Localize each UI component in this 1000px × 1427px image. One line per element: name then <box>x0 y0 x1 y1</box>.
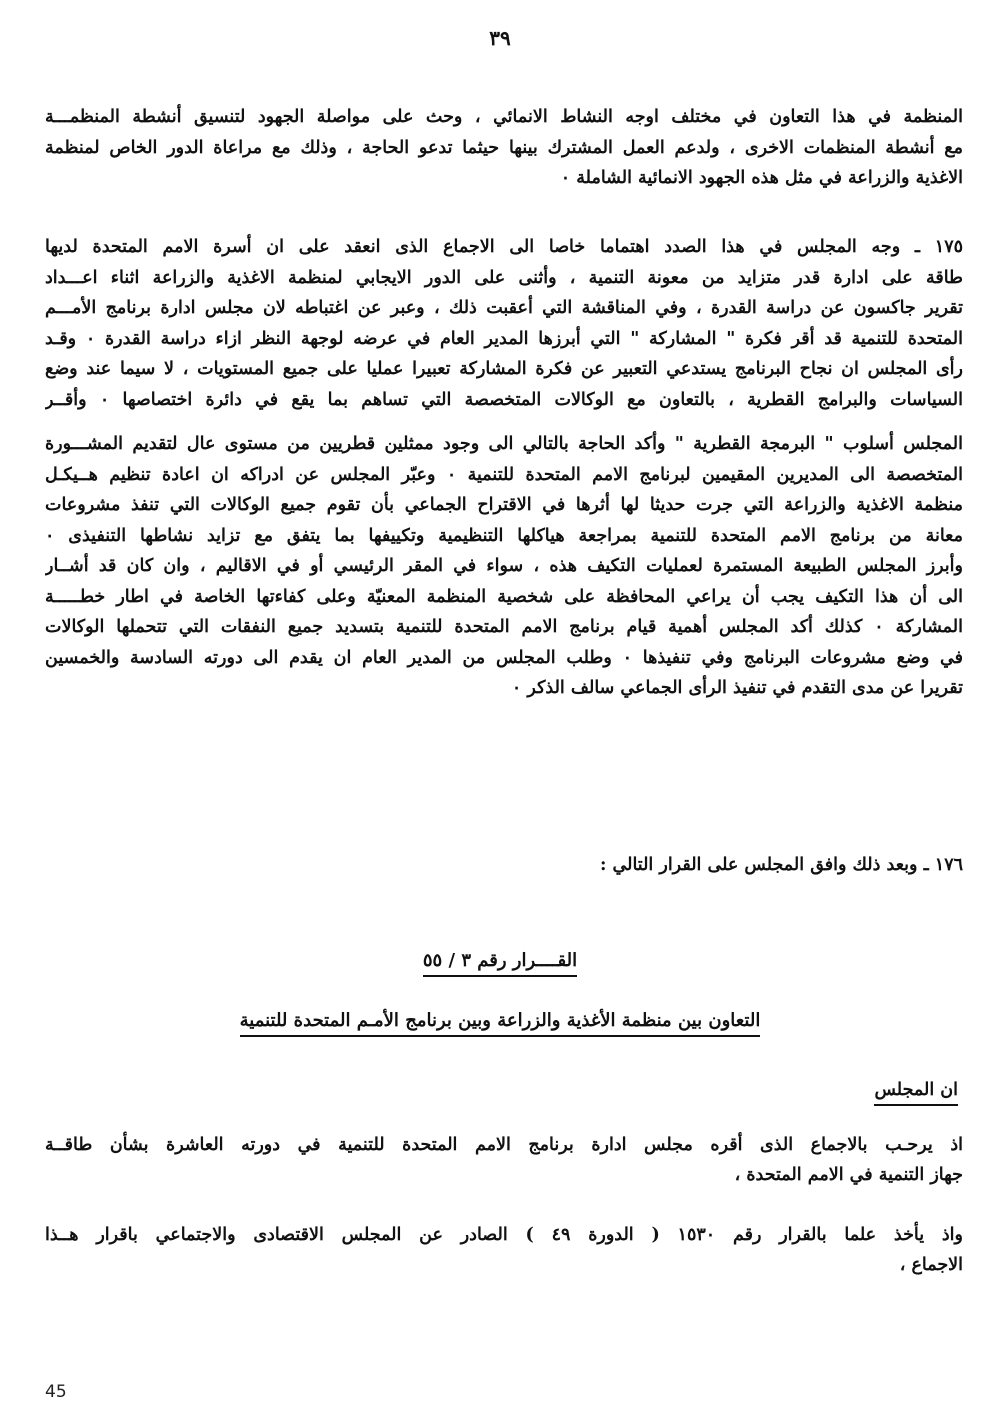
text-line: وأبرز المجلس الطبيعة المستمرة لعمليات التكيف هذه ، سواء في المقر الرئيسي أو في الاقاليم ، وان كان قد أشــار <box>45 556 963 576</box>
text-line: منظمة الاغذية والزراعة التي جرت حديثا لها أثرها في الاقتراح الجماعي بأن تقوم جميع الوكالات التي تنفذ مشروعات <box>45 495 963 515</box>
text-line: المتحدة للتنمية قد أقر فكرة " المشاركة " التي أبرزها المدير العام في عرضه لوجهة النظر ازاء دراسة القدرة ٠ وقـد <box>45 328 963 349</box>
text-line: مع أنشطة المنظمات الاخرى ، ولدعم العمل المشترك بينها حيثما تدعو الحاجة ، وذلك مع مراعاة الدور الخاص لمنظمة <box>45 137 963 158</box>
text-line: واذ يأخذ علما بالقرار رقم ١٥٣٠ ( الدورة ٤٩ ) الصادر عن المجلس الاقتصادى والاجتماعي باقرار هــذا <box>45 1225 963 1245</box>
paragraph-intro <box>45 102 963 194</box>
text-line: اذ يرحـب بالاجماع الذى أقره مجلس ادارة برنامج الامم المتحدة للتنمية في دورته العاشرة بشأن طاقــة <box>45 1135 963 1155</box>
paragraph-176 <box>45 850 963 881</box>
text-line: المجلس أسلوب " البرمجة القطرية " وأكد الحاجة بالتالي الى وجود ممثلين قطريين من مستوى عال لتقديم المشـــورة <box>45 434 963 454</box>
text-line: المتخصصة الى المديرين المقيمين لبرنامج الامم المتحدة للتنمية ٠ وعبّر المجلس عن ادراكه ان اعادة تنظيم هــيكـل <box>45 464 963 485</box>
resolution-title <box>0 950 1000 971</box>
text-line: في وضع مشروعات البرنامج وفي تنفيذها ٠ وطلب المجلس من المدير العام ان يقدم الى دورته السادسة والخمسين <box>45 647 963 668</box>
text-line: ١٧٥ ـ وجه المجلس في هذا الصدد اهتماما خاصا الى الاجماع الذى انعقد على ان أسرة الامم المتحدة لديها <box>45 237 963 257</box>
text-line: طاقة على ادارة قدر متزايد من معونة التنمية ، وأثنى على الدور الايجابي لمنظمة الاغذية والزراعة اثناء اعـــداد <box>45 267 963 288</box>
text-line: المنظمة في هذا التعاون في مختلف اوجه النشاط الانمائي ، وحث على مواصلة الجهود لتنسيق أنشطة المنظمـــة <box>45 107 963 127</box>
text-line: رأى المجلس ان نجاح البرنامج يستدعي التعبير عن فكرة المشاركة تعبيرا عمليا على جميع المستويات ، لا سيما عند وضع <box>45 359 963 379</box>
text-line: ١٧٦ ـ وبعد ذلك وافق المجلس على القرار التالي : <box>600 855 963 875</box>
text-line: تقريرا عن مدى التقدم في تنفيذ الرأى الجماعي سالف الذكر ٠ <box>511 678 963 698</box>
text-line: السياسات والبرامج القطرية ، بالتعاون مع الوكالات المتخصصة التي تساهم بما يقع في دائرة اختصاصها ٠ وأقــر <box>45 389 963 410</box>
text-line: الاجماع ، <box>899 1255 963 1275</box>
paragraph-175 <box>45 232 963 704</box>
text-line: معانة من برنامج الامم المتحدة للتنمية بمراجعة هياكلها التنظيمية وتكييفها بما يتفق مع تزايد نشاطها التنفيذى ٠ <box>45 525 963 546</box>
preamble-clause <box>45 1220 963 1280</box>
text-line: الاغذية والزراعة في مثل هذه الجهود الانمائية الشاملة ٠ <box>560 168 963 188</box>
text-line: جهاز التنمية في الامم المتحدة ، <box>734 1165 963 1185</box>
preamble-label <box>874 1080 958 1100</box>
resolution-subtitle <box>0 1010 1000 1031</box>
text-line: تقرير جاكسون عن دراسة القدرة ، وفي المناقشة التي أعقبت ذلك ، وعبر عن اغتباطه لان مجلس ادارة برنامج الأمـــم <box>45 298 963 318</box>
text-line: الى أن هذا التكيف يجب أن يراعي المحافظة على شخصية المنظمة المعنيّة وعلى كفاءتها الخاصة في اطار خطـــــة <box>45 586 963 607</box>
preamble-label-text: ان المجلس <box>874 1080 958 1106</box>
text-line: المشاركة ٠ كذلك أكد المجلس أهمية قيام برنامج الامم المتحدة للتنمية بتسديد جميع النفقات التي تتحملها الوكالات <box>45 617 963 637</box>
footer-page-number: 45 <box>45 1382 67 1402</box>
resolution-subtitle-text: التعاون بين منظمة الأغذية والزراعة وبين برنامج الأمـم المتحدة للتنمية <box>240 1010 761 1037</box>
preamble-clause <box>45 1130 963 1190</box>
resolution-title-text: القــــرار رقم ٣ / ٥٥ <box>423 950 577 977</box>
paragraph-gap <box>45 415 963 429</box>
arabic-page-number: ٣٩ <box>489 26 511 50</box>
